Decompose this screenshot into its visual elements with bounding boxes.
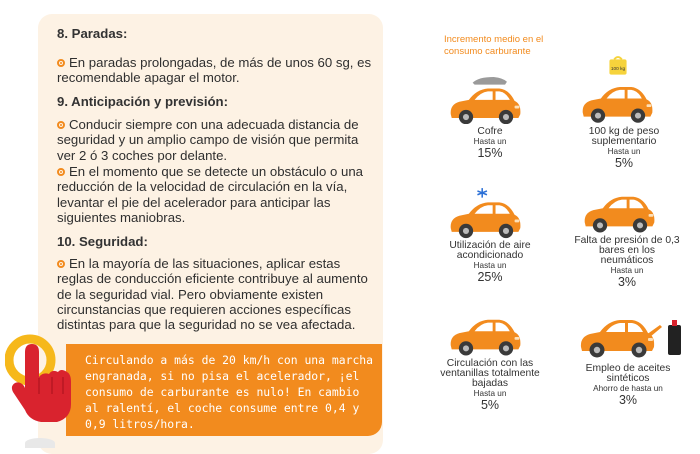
item-synthetic-oil: Empleo de aceites sintéticos Ahorro de hasta un 3% bbox=[585, 363, 671, 407]
bullet-icon bbox=[57, 168, 65, 176]
car-synthetic-oil-icon bbox=[576, 314, 686, 360]
section-9-title: 9. Anticipación y previsión: bbox=[57, 94, 228, 109]
section-10-title: 10. Seguridad: bbox=[57, 234, 148, 249]
item-tire-pressure: Falta de presión de 0,3 bares en los neumáticos Hasta un 3% bbox=[574, 235, 680, 289]
tip-text: Circulando a más de 20 km/h con una marcha engranada, si no pisa el acelerador, ¡el consumo de carburante es nulo! En cambio al ralentí, el coche consume entre 0,4 y 0,9 litros/hora. bbox=[85, 353, 374, 431]
item-extra-weight: 100 kg de peso suplementario Hasta un 5% bbox=[588, 126, 660, 170]
bullet-icon bbox=[57, 121, 65, 129]
section-8-bullet: En paradas prolongadas, de más de unos 60 sg, es recomendable apagar el motor. bbox=[57, 55, 372, 86]
hand-pointer-icon bbox=[5, 322, 83, 432]
car-open-windows-icon bbox=[446, 312, 526, 360]
car-roof-box-icon bbox=[446, 72, 526, 124]
weight-label: 100 kg bbox=[610, 66, 626, 72]
decorative-shape bbox=[25, 438, 55, 448]
item-air-conditioning: Utilización de aire acondicionado Hasta un 25% bbox=[449, 240, 531, 284]
item-roof-box: Cofre Hasta un 15% bbox=[473, 126, 507, 160]
bullet-icon bbox=[57, 59, 65, 67]
section-9-bullet-2: En el momento que se detecte un obstáculo o una reducción de la velocidad de circulación en la vía, levantar el pie del acelerador para anticipar las siguientes maniobras. bbox=[57, 164, 363, 225]
car-air-conditioning-icon bbox=[446, 180, 526, 240]
section-9-bullet-1: Conducir siempre con una adecuada distancia de seguridad y un amplio campo de visión que permita ver 2 ó 3 coches por delante. bbox=[57, 117, 359, 163]
section-10-bullet: En la mayoría de las situaciones, aplicar estas reglas de conducción eficiente contribuye al aumento de la seguridad vial. Pero obviamente existen circunstancias que requieren acciones específicas distintas para que la seguridad no se vea afectada. bbox=[57, 256, 368, 333]
item-open-windows: Circulación con las ventanillas totalmente bajadas Hasta un 5% bbox=[440, 358, 540, 412]
section-8-title: 8. Paradas: bbox=[57, 26, 128, 41]
car-tire-pressure-icon bbox=[580, 190, 660, 236]
bullet-icon bbox=[57, 260, 65, 268]
car-weight-icon bbox=[578, 52, 658, 124]
chart-title: Incremento medio en el consumo carburante bbox=[444, 34, 544, 57]
